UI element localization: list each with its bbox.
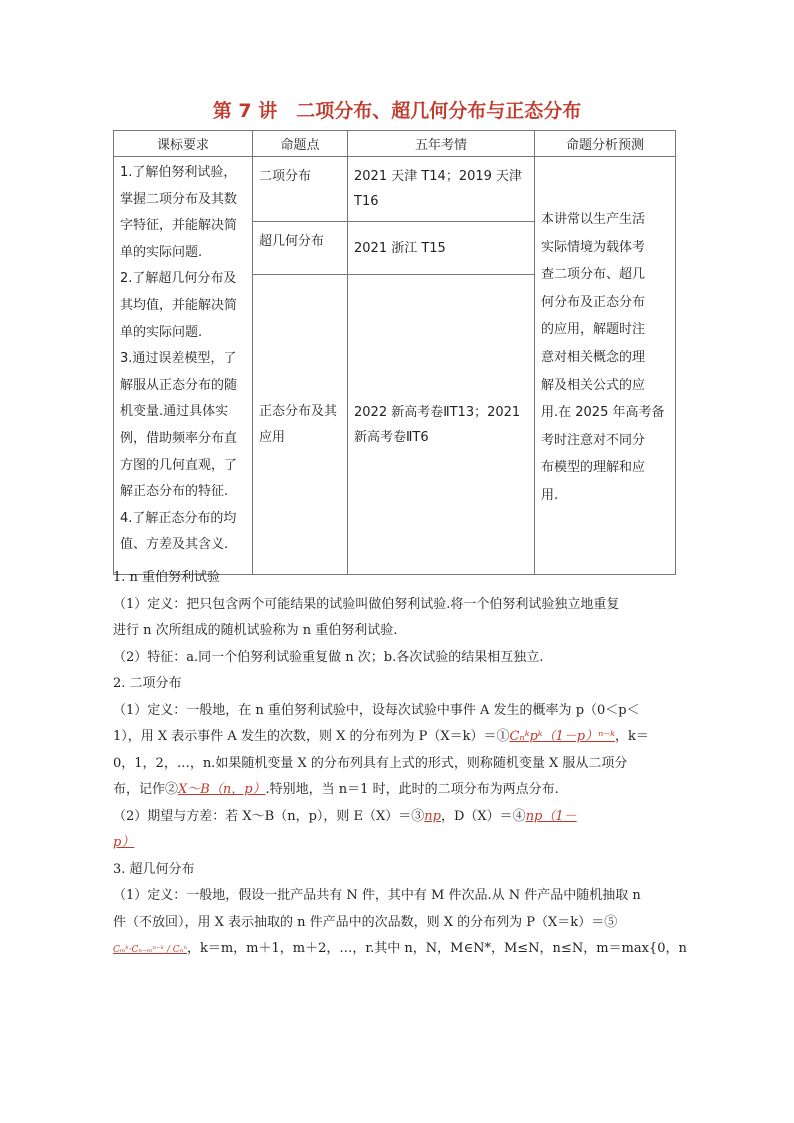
hypergeometric-definition-3: Cₘᵏ·Cₙ₋ₘⁿ⁻ᵏ / Cₙⁿ，k＝m，m＋1，m＋2，…，r.其中 n，N，M∈N*，M≤N，n≤N，m＝max{0，n	[113, 941, 687, 956]
page-title: 第 7 讲 二项分布、超几何分布与正态分布	[212, 100, 582, 122]
bernoulli-definition-2: 进行 n 次所组成的随机试验称为 n 重伯努利试验.	[113, 623, 398, 638]
answer-2: X～B（n，p）	[178, 782, 266, 797]
bernoulli-feature: （2）特征：a.同一个伯努利试验重复做 n 次；b.各次试验的结果相互独立.	[113, 649, 544, 665]
header-curriculum: 课标要求	[114, 131, 253, 157]
hypergeometric-definition-1: （1）定义：一般地，假设一批产品共有 N 件，其中有 M 件次品.从 N 件产品中随机抽取 n	[113, 888, 641, 903]
history-normal: 2022 新高考卷ⅡT13；2021 新高考卷ⅡT6	[348, 275, 535, 575]
answer-1: Cₙᵏpᵏ（1－p）ⁿ⁻ᵏ	[509, 729, 615, 744]
answer-4-cont: p）	[113, 835, 135, 850]
section-heading-binomial: 2. 二项分布	[113, 676, 182, 691]
point-binomial: 二项分布	[253, 157, 348, 222]
curriculum-table	[113, 130, 676, 575]
answer-3: np	[424, 808, 441, 824]
binomial-definition-1: （1）定义：一般地，在 n 重伯努利试验中，设每次试验中事件 A 发生的概率为 p（0＜p＜	[113, 702, 640, 718]
prediction-cell: 本讲常以生产生活 实际情境为载体考 查二项分布、超几 何分布及正态分布 的应用，解题时注 意对相关概念的理 解及相关公式的应 用.在 2025 年高考备 考时注意对不同分 布模型的理解和应 用.	[535, 157, 676, 575]
hypergeometric-definition-2: 件（不放回），用 X 表示抽取的 n 件产品中的次品数，则 X 的分布列为 P（X＝k）＝⑤	[113, 914, 618, 930]
content-body	[113, 565, 687, 964]
section-heading-hypergeometric: 3. 超几何分布	[113, 861, 195, 877]
point-hypergeometric: 超几何分布	[253, 222, 348, 275]
history-hypergeometric: 2021 浙江 T15	[348, 222, 535, 275]
answer-4: np（1－	[525, 808, 577, 824]
header-point: 命题点	[253, 131, 348, 157]
header-prediction: 命题分析预测	[535, 131, 676, 157]
bernoulli-definition-1: （1）定义：把只包含两个可能结果的试验叫做伯努利试验.将一个伯努利试验独立地重复	[113, 596, 620, 612]
binomial-definition-2: 1），用 X 表示事件 A 发生的次数，则 X 的分布列为 P（X＝k）＝①Cₙᵏpᵏ（1－p）ⁿ⁻ᵏ，k＝	[113, 729, 649, 744]
binomial-variance-cont	[113, 830, 683, 857]
binomial-expectation: （2）期望与方差：若 X～B（n，p），则 E（X）＝③np，D（X）＝④np（1－	[113, 808, 577, 824]
binomial-definition-3: 0，1，2，…，n.如果随机变量 X 的分布列具有上式的形式，则称随机变量 X 服从二项分	[113, 755, 628, 771]
point-normal: 正态分布及其应用	[253, 275, 348, 575]
binomial-definition-4: 布，记作②X～B（n，p）.特别地，当 n＝1 时，此时的二项分布为两点分布.	[113, 782, 559, 797]
table-header-row	[114, 131, 676, 157]
section-heading-bernoulli: 1. n 重伯努利试验	[113, 570, 221, 585]
header-history: 五年考情	[348, 131, 535, 157]
answer-5: Cₘᵏ·Cₙ₋ₘⁿ⁻ᵏ / Cₙⁿ	[113, 945, 187, 955]
table-row	[114, 157, 676, 222]
curriculum-cell: 1.了解伯努利试验， 掌握二项分布及其数 字特征，并能解决简 单的实际问题. 2.了解超几何分布及 其均值，并能解决简 单的实际问题. 3.通过误差模型，了 解服从正态分布的随 机变量.通过具体实 例，借助频率分布直 方图的几何直观，了 解正态分布的特征. 4.了解正态分布的均 值、方差及其含义.	[114, 157, 253, 575]
history-binomial: 2021 天津 T14；2019 天津 T16	[348, 157, 535, 222]
